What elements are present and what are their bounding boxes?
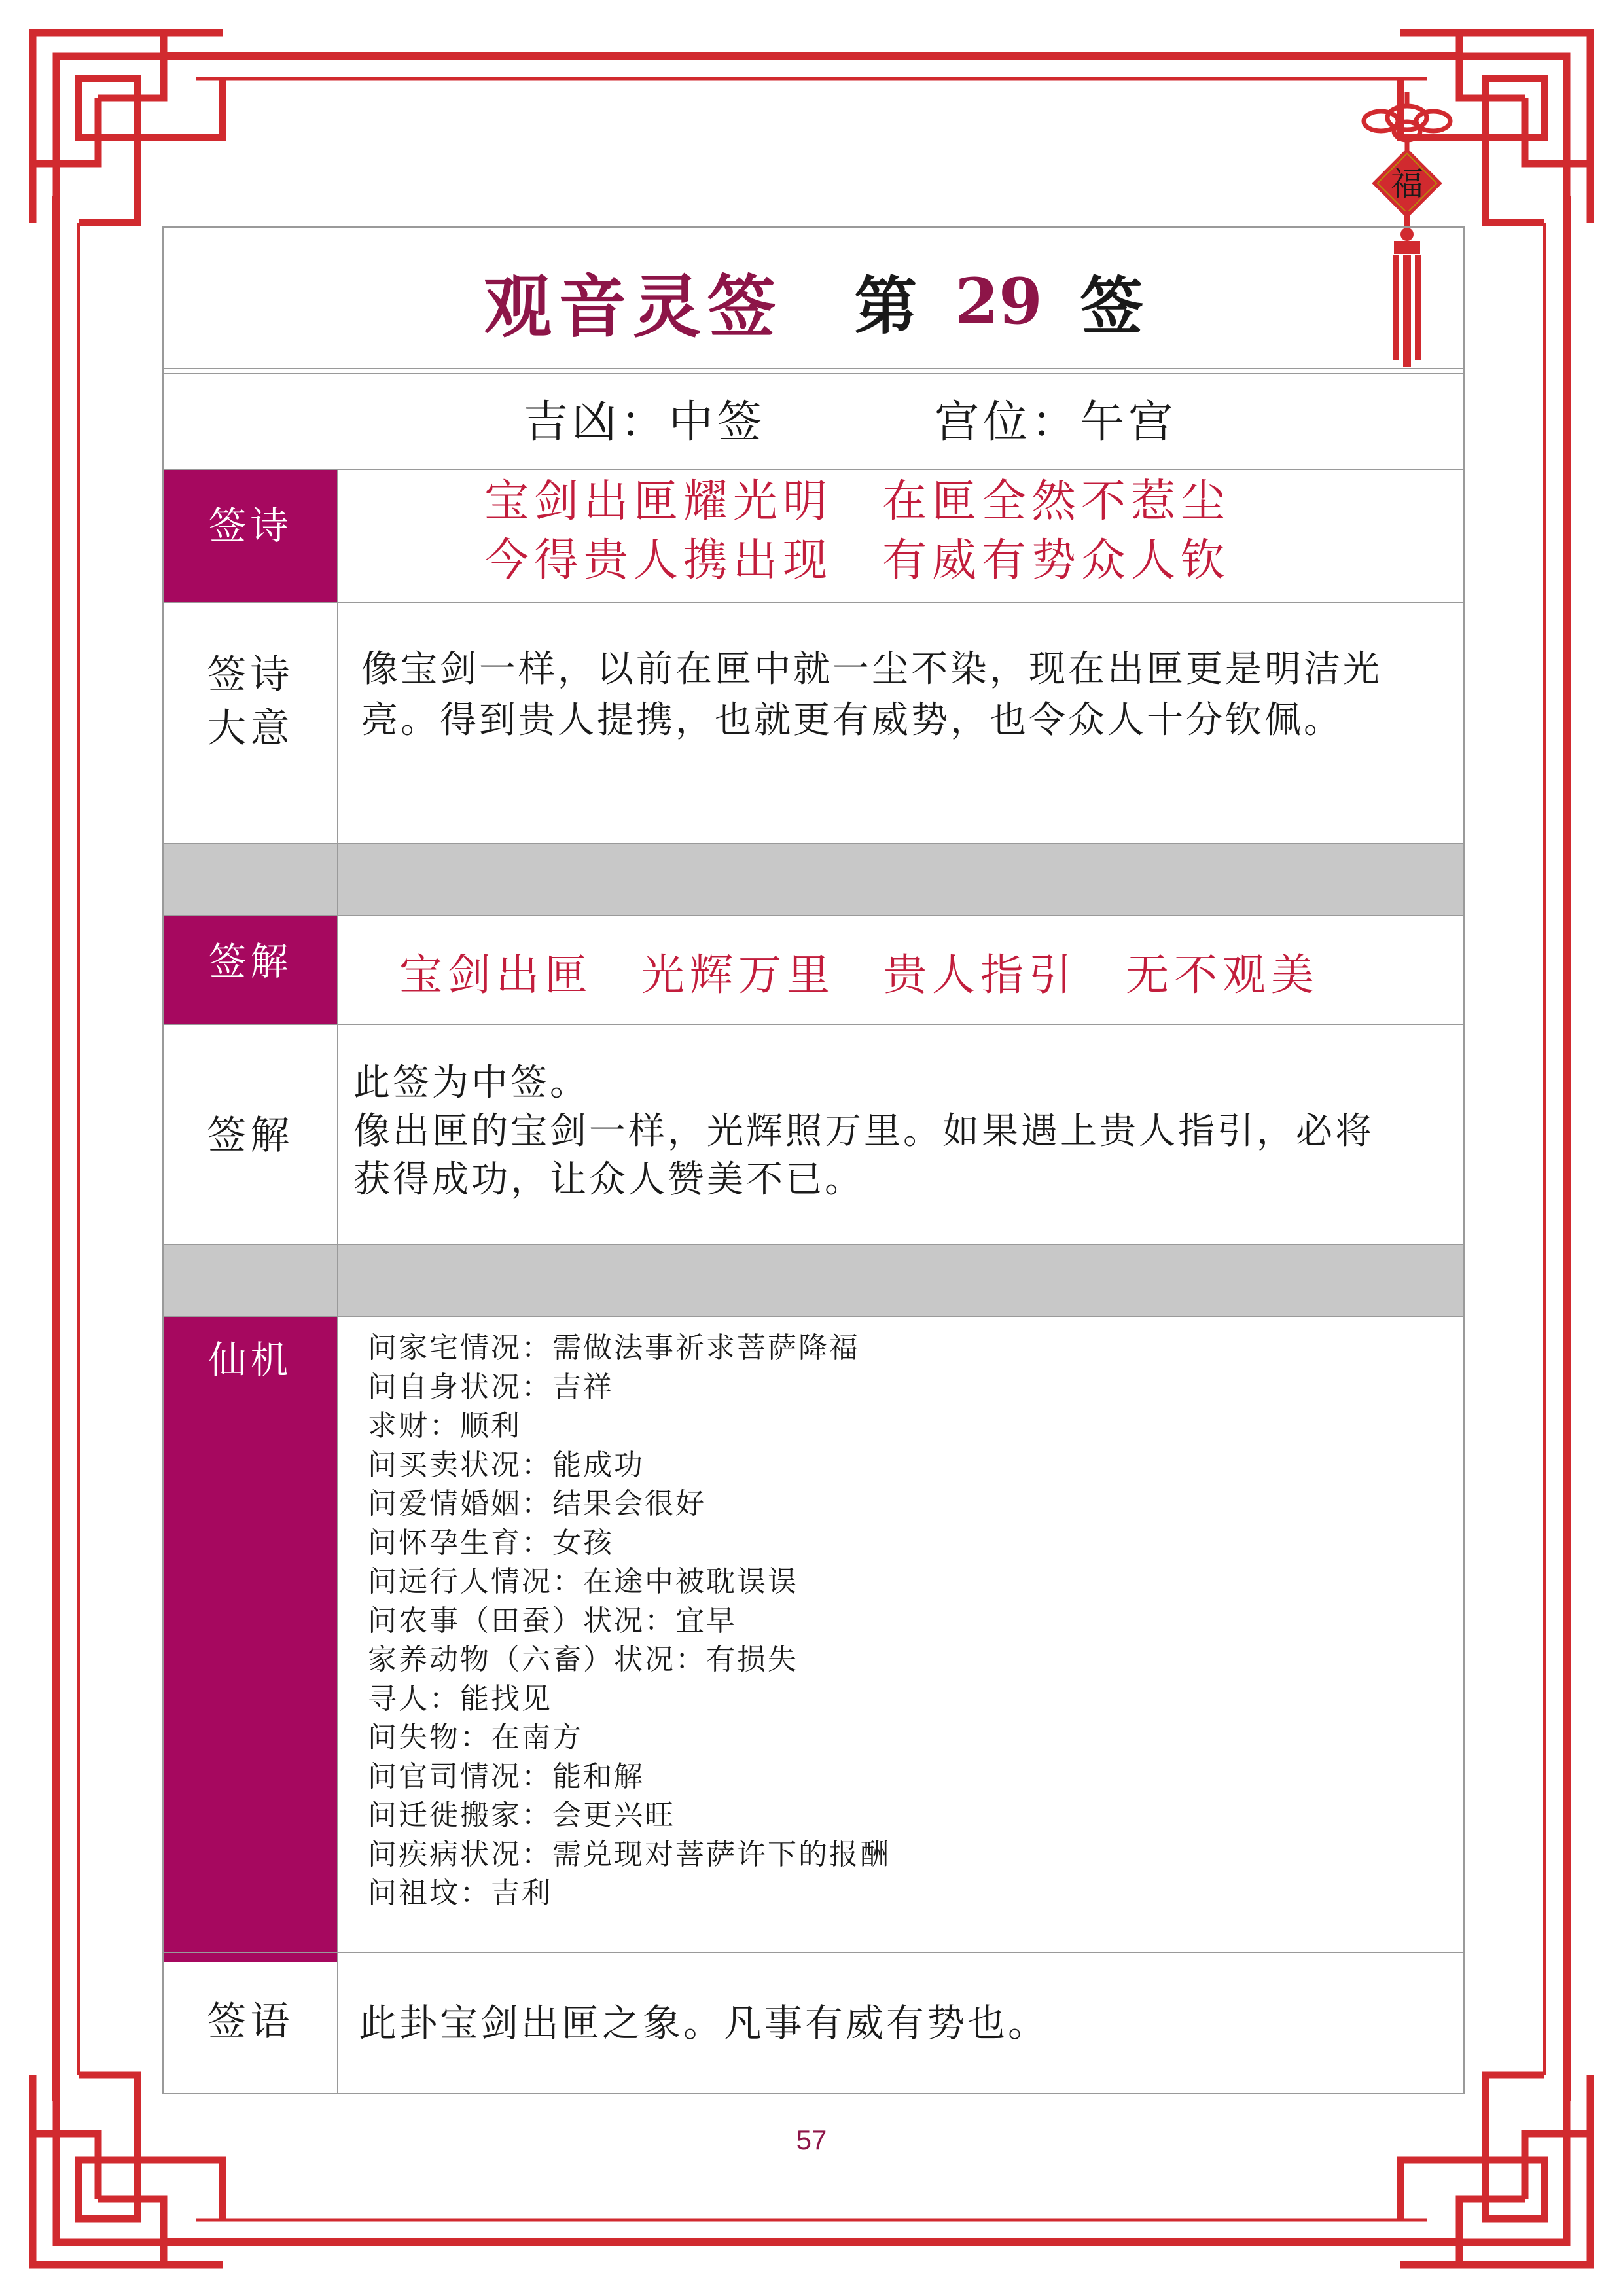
poem-line-2: 今得贵人携出现 有威有势众人钦 xyxy=(484,535,1231,586)
fu-character: 福 xyxy=(1391,165,1423,203)
list-item: 问买卖状况：能成功 xyxy=(368,1448,645,1482)
label-qianjie: 签解 xyxy=(164,916,337,1024)
jie-line-1: 此签为中签。 xyxy=(353,1062,589,1104)
list-item: 问失物：在南方 xyxy=(368,1721,583,1754)
qianjie-summary: 宝剑出匣 光辉万里 贵人指引 无不观美 xyxy=(399,950,1319,1000)
qianyu-text: 此卦宝剑出匣之象。凡事有威有势也。 xyxy=(359,2001,1049,2045)
title-guanyin-lingqian: 观音灵签 xyxy=(484,266,783,347)
label-qianyu: 签语 xyxy=(207,1999,294,2045)
divider xyxy=(162,602,1465,603)
label-jie: 签解 xyxy=(207,1113,294,1158)
page-number: 57 xyxy=(796,2125,827,2155)
gray-band xyxy=(164,844,1463,915)
title-qian: 签 xyxy=(1080,268,1143,343)
column-divider xyxy=(337,1317,338,2093)
list-item: 家养动物（六畜）状况：有损失 xyxy=(368,1643,798,1676)
divider xyxy=(162,469,1465,470)
title-row xyxy=(164,236,1463,367)
gongwei-info: 宫位：午宫 xyxy=(935,397,1177,448)
list-item: 问疾病状况：需兑现对菩萨许下的报酬 xyxy=(368,1837,891,1871)
xianji-list xyxy=(368,1329,891,1913)
list-item: 问远行人情况：在途中被耽误误 xyxy=(368,1565,798,1598)
list-item: 问迁徙搬家：会更兴旺 xyxy=(368,1799,675,1832)
lot-number: 29 xyxy=(955,264,1043,338)
label-dayi-2: 大意 xyxy=(207,706,294,751)
divider xyxy=(162,1316,1465,1317)
label-dayi-1: 签诗 xyxy=(207,652,294,698)
poem-line-1: 宝剑出匣耀光明 在匣全然不惹尘 xyxy=(484,476,1231,528)
list-item: 求财：顺利 xyxy=(368,1409,522,1443)
list-item: 问农事（田蚕）状况：宜早 xyxy=(368,1604,737,1638)
jie-line-3: 获得成功，让众人赞美不已。 xyxy=(353,1158,864,1201)
dayi-line-2: 亮。得到贵人提携，也就更有威势，也令众人十分钦佩。 xyxy=(361,699,1343,742)
list-item: 问怀孕生育：女孩 xyxy=(368,1526,614,1560)
dayi-line-1: 像宝剑一样，以前在匣中就一尘不染，现在出匣更是明洁光 xyxy=(361,648,1382,691)
list-item: 问爱情婚姻：结果会很好 xyxy=(368,1487,706,1520)
divider xyxy=(162,915,1465,916)
list-item: 问祖坟：吉利 xyxy=(368,1876,552,1910)
gray-band xyxy=(164,1245,1463,1316)
list-item: 寻人：能找见 xyxy=(368,1681,552,1715)
divider xyxy=(162,373,1465,374)
list-item: 问自身状况：吉祥 xyxy=(368,1370,614,1404)
list-item: 问家宅情况：需做法事祈求菩萨降福 xyxy=(368,1331,860,1365)
label-qianshi: 签诗 xyxy=(164,470,337,602)
divider xyxy=(162,1024,1465,1025)
title-di: 第 xyxy=(854,268,918,343)
list-item: 问官司情况：能和解 xyxy=(368,1759,645,1793)
divider xyxy=(162,1952,1465,1953)
label-xianji: 仙机 xyxy=(164,1317,337,1962)
jie-line-2: 像出匣的宝剑一样，光辉照万里。如果遇上贵人指引，必将 xyxy=(353,1110,1374,1153)
jixiong-info: 吉凶：中签 xyxy=(524,397,766,448)
column-divider xyxy=(337,916,338,1244)
divider xyxy=(162,368,1465,369)
